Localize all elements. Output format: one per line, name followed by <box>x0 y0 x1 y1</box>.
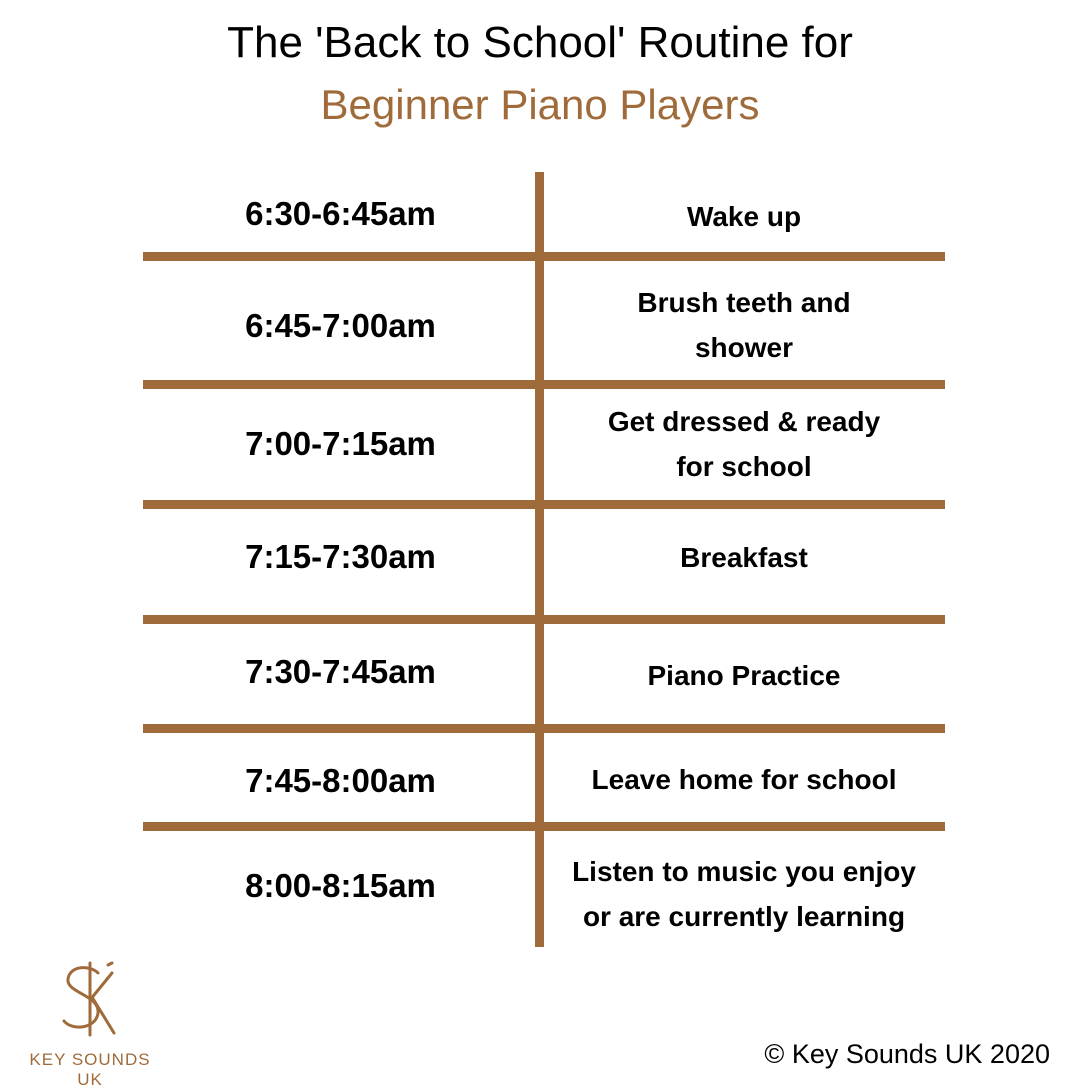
row-divider <box>143 615 945 624</box>
ks-monogram-icon <box>20 955 160 1050</box>
page-title: The 'Back to School' Routine for <box>227 18 853 67</box>
activity-cell: Listen to music you enjoy or are currently learning <box>572 856 916 932</box>
row-divider <box>143 252 945 261</box>
activity-cell: Piano Practice <box>647 660 841 691</box>
row-divider <box>143 724 945 733</box>
activity-cell: Wake up <box>686 201 802 232</box>
time-cell: 7:15-7:30am <box>245 538 436 575</box>
activity-cell: Breakfast <box>680 542 808 573</box>
activity-cell: Brush teeth and shower <box>637 287 851 363</box>
logo-text: KEY SOUNDS UK <box>29 1050 151 1089</box>
time-cell: 6:30-6:45am <box>245 195 436 232</box>
brand-logo <box>20 955 160 1089</box>
activity-cell: Get dressed & ready for school <box>607 406 881 482</box>
time-cell: 8:00-8:15am <box>245 867 436 904</box>
activity-cell: Leave home for school <box>591 764 897 795</box>
row-divider <box>143 822 945 831</box>
row-divider <box>143 380 945 389</box>
time-cell: 6:45-7:00am <box>245 307 436 344</box>
row-divider <box>143 500 945 509</box>
page-subtitle: Beginner Piano Players <box>320 81 760 128</box>
time-cell: 7:00-7:15am <box>245 425 436 462</box>
copyright-text: © Key Sounds UK 2020 <box>764 1039 1050 1069</box>
time-cell: 7:45-8:00am <box>245 762 436 799</box>
time-cell: 7:30-7:45am <box>245 653 436 690</box>
